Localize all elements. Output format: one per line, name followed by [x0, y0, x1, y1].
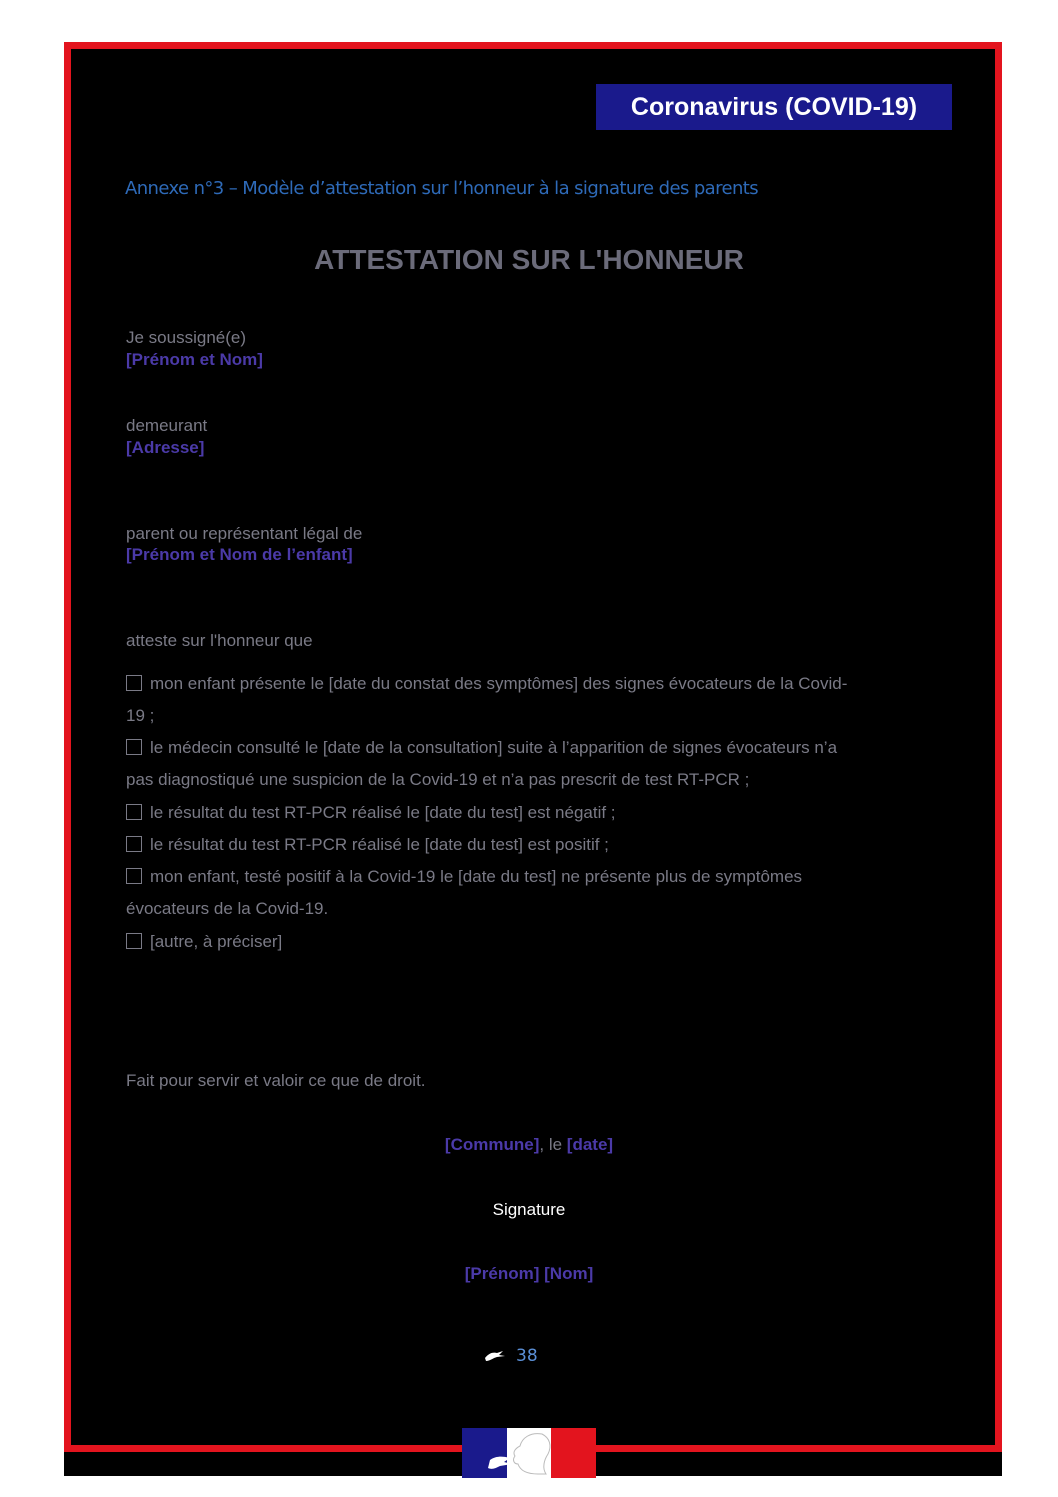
commune-placeholder[interactable]: [Commune] — [444, 1135, 540, 1154]
option-3-text: le résultat du test RT-PCR réalisé le [date du test] est négatif ; — [150, 803, 616, 822]
option-3 — [126, 803, 616, 823]
soussigne-label: Je soussigné(e) — [126, 328, 247, 347]
option-2-checkbox[interactable] — [126, 739, 142, 755]
option-4-checkbox[interactable] — [126, 836, 142, 852]
signature-label: Signature — [492, 1200, 566, 1219]
option-5-cont: évocateurs de la Covid-19. — [126, 899, 329, 918]
closing-text: Fait pour servir et valoir ce que de droit. — [126, 1071, 426, 1090]
place-date-line — [0, 1135, 1058, 1155]
option-1-text: mon enfant présente le [date du constat des symptômes] des signes évocateurs de la Covid- — [150, 674, 848, 693]
demeurant-label: demeurant — [126, 416, 208, 435]
place-date-separator: , le — [539, 1135, 567, 1154]
option-6-checkbox[interactable] — [126, 933, 142, 949]
option-2 — [126, 738, 837, 758]
option-5-text: mon enfant, testé positif à la Covid-19 le [date du test] ne présente plus de symptômes — [150, 867, 803, 886]
option-2-cont: pas diagnostiqué une suspicion de la Covid-19 et n’a pas prescrit de test RT-PCR ; — [126, 770, 750, 789]
signer-first-name[interactable]: [Prénom] — [464, 1264, 540, 1283]
option-3-checkbox[interactable] — [126, 804, 142, 820]
option-4-text: le résultat du test RT-PCR réalisé le [date du test] est positif ; — [150, 835, 609, 854]
page-number-block — [484, 1346, 538, 1366]
page-number: 38 — [516, 1346, 538, 1366]
signer-line — [0, 1264, 1058, 1284]
option-5-checkbox[interactable] — [126, 868, 142, 884]
signer-last-name[interactable]: [Nom] — [544, 1264, 594, 1283]
date-placeholder[interactable]: [date] — [566, 1135, 614, 1154]
option-6 — [126, 932, 282, 952]
page-title: ATTESTATION SUR L'HONNEUR — [314, 244, 744, 275]
option-1 — [126, 674, 847, 694]
covid-header-badge: Coronavirus (COVID-19) — [596, 84, 952, 130]
option-2-text: le médecin consulté le [date de la consultation] suite à l’apparition de signes évocateurs n’a — [150, 738, 838, 757]
marianne-profile-icon — [482, 1430, 572, 1476]
option-5 — [126, 867, 802, 887]
option-1-checkbox[interactable] — [126, 675, 142, 691]
annex-title: Annexe n°3 – Modèle d’attestation sur l’honneur à la signature des parents — [125, 178, 759, 199]
attests-label: atteste sur l'honneur que — [126, 631, 313, 650]
marianne-logo — [462, 1428, 596, 1478]
marianne-icon — [484, 1349, 506, 1363]
option-6-text: [autre, à préciser] — [150, 932, 283, 951]
option-1-cont: 19 ; — [126, 706, 155, 725]
name-placeholder[interactable]: [Prénom et Nom] — [126, 350, 263, 369]
option-4 — [126, 835, 609, 855]
address-placeholder[interactable]: [Adresse] — [126, 438, 205, 457]
child-name-placeholder[interactable]: [Prénom et Nom de l’enfant] — [126, 545, 353, 564]
parent-label: parent ou représentant légal de — [126, 524, 363, 543]
